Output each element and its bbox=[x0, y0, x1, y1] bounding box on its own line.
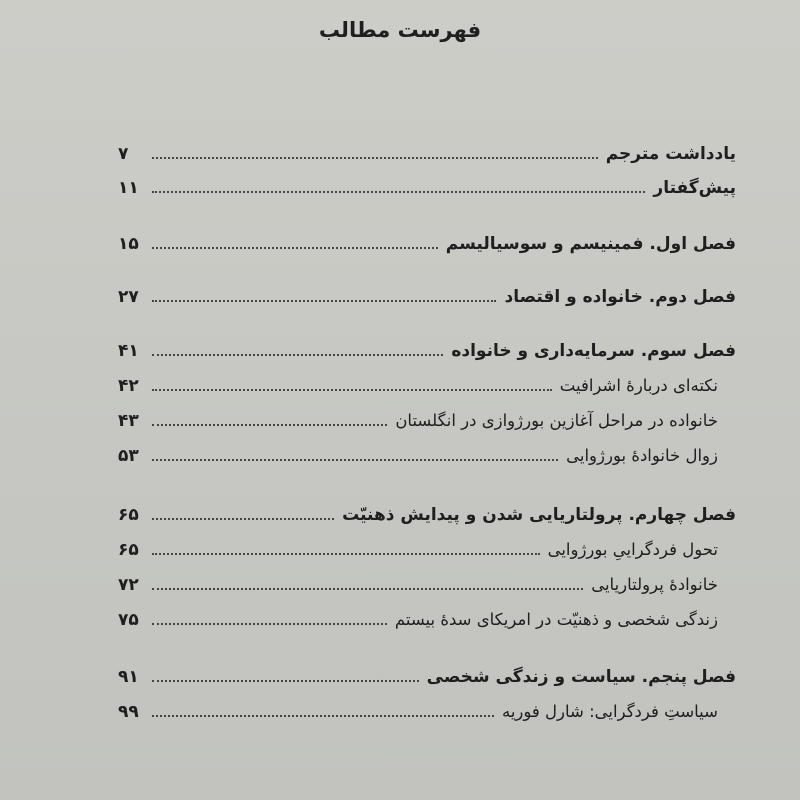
toc-entry bbox=[118, 136, 736, 166]
dot-leader bbox=[152, 459, 558, 461]
toc-entry-page: ۴۲ bbox=[118, 376, 139, 396]
toc-entry bbox=[118, 368, 736, 398]
toc-entry bbox=[118, 532, 736, 562]
toc-entry-label: فصل اول. فمینیسم و سوسیالیسم bbox=[445, 234, 736, 254]
dot-leader bbox=[152, 715, 494, 717]
toc-entry-page: ۷۵ bbox=[118, 610, 139, 630]
toc-entry-page: ۹۱ bbox=[118, 667, 139, 687]
dot-leader bbox=[152, 588, 583, 590]
toc-entry bbox=[118, 403, 736, 433]
toc-entry bbox=[118, 694, 736, 724]
toc-entry-label: سیاستِ فردگرایی: شارل فوریه bbox=[501, 702, 718, 721]
toc-entry-page: ۶۵ bbox=[118, 540, 139, 560]
dot-leader bbox=[152, 157, 598, 159]
dot-leader bbox=[152, 553, 540, 555]
toc-entry-page: ۴۱ bbox=[118, 341, 139, 361]
dot-leader bbox=[152, 354, 443, 356]
toc-entry bbox=[118, 333, 736, 363]
toc-entry-page: ۷ bbox=[118, 144, 129, 164]
toc-entry-label: فصل چهارم. پرولتاریایی شدن و پیدایش ذهنیّت bbox=[342, 505, 736, 525]
toc-entry-page: ۱۱ bbox=[118, 178, 139, 198]
toc-entry-page: ۲۷ bbox=[118, 287, 139, 307]
toc-entry-label: تحول فردگراییِ بورژوایی bbox=[547, 540, 718, 559]
toc-entry-label: فصل دوم. خانواده و اقتصاد bbox=[504, 287, 736, 307]
toc-entry-page: ۱۵ bbox=[118, 234, 139, 254]
toc-entry bbox=[118, 602, 736, 632]
toc-entry-page: ۷۲ bbox=[118, 575, 139, 595]
page-title: فهرست مطالب bbox=[318, 18, 482, 42]
toc-entry-label: زوال خانوادهٔ بورژوایی bbox=[566, 446, 718, 465]
toc-entry-label: پیش‌گفتار bbox=[653, 178, 736, 198]
toc-entry bbox=[118, 226, 736, 256]
toc-entry bbox=[118, 279, 736, 309]
toc-entry bbox=[118, 438, 736, 468]
toc-entry-page: ۵۳ bbox=[118, 446, 139, 466]
toc-entry bbox=[118, 659, 736, 689]
toc-entry-label: زندگی شخصی و ذهنیّت در امریکای سدهٔ بیستم bbox=[394, 610, 718, 629]
dot-leader bbox=[152, 247, 438, 249]
toc-entry-label: خانوادهٔ پرولتاریایی bbox=[591, 575, 718, 594]
toc-entry-label: خانواده در مراحل آغازین بورژوازی در انگلستان bbox=[395, 411, 718, 430]
toc-entry-page: ۴۳ bbox=[118, 411, 139, 431]
dot-leader bbox=[152, 518, 334, 520]
toc-entry bbox=[118, 567, 736, 597]
dot-leader bbox=[152, 680, 419, 682]
toc-entry-page: ۹۹ bbox=[118, 702, 139, 722]
toc-entry bbox=[118, 170, 736, 200]
toc-entry bbox=[118, 497, 736, 527]
toc-entry-label: نکته‌ای دربارهٔ اشرافیت bbox=[559, 376, 718, 395]
toc-entry-label: فصل پنجم. سیاست و زندگی شخصی bbox=[426, 667, 736, 687]
dot-leader bbox=[152, 300, 496, 302]
toc-entry-label: فصل سوم. سرمایه‌داری و خانواده bbox=[451, 341, 736, 361]
dot-leader bbox=[152, 191, 645, 193]
dot-leader bbox=[152, 424, 387, 426]
toc-entry-page: ۶۵ bbox=[118, 505, 139, 525]
dot-leader bbox=[152, 623, 387, 625]
dot-leader bbox=[152, 389, 552, 391]
toc-entry-label: یادداشت مترجم bbox=[605, 144, 736, 164]
